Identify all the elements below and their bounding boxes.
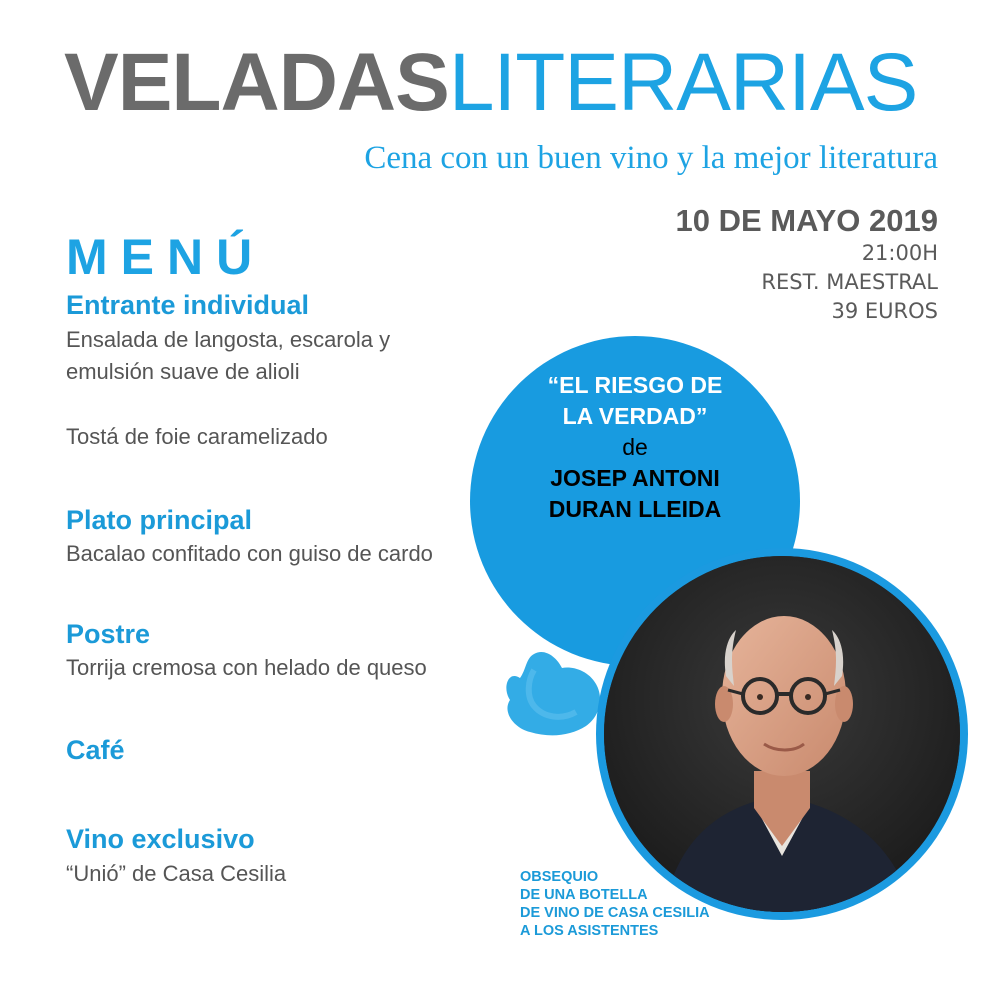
event-time: 21:00H bbox=[861, 241, 938, 265]
book-title-line-1: “EL RIESGO DE bbox=[547, 372, 723, 398]
gift-note bbox=[520, 868, 710, 940]
gift-line-4: A LOS ASISTENTES bbox=[520, 923, 659, 939]
gift-line-1: OBSEQUIO bbox=[520, 869, 599, 885]
dessert-dish: Torrija cremosa con helado de queso bbox=[66, 655, 427, 680]
coffee-title: Café bbox=[66, 735, 125, 765]
gift-line-2: DE UNA BOTELLA bbox=[520, 887, 648, 903]
dessert-title: Postre bbox=[66, 619, 151, 649]
event-venue: REST. MAESTRAL bbox=[761, 270, 938, 294]
book-info bbox=[470, 370, 800, 525]
gift-line-3: DE VINO DE CASA CESILIA bbox=[520, 905, 710, 921]
event-info bbox=[675, 203, 938, 326]
author-photo-frame bbox=[596, 548, 968, 920]
wine-name: “Unió” de Casa Cesilia bbox=[66, 861, 287, 886]
wine-title: Vino exclusivo bbox=[66, 824, 255, 854]
book-title bbox=[470, 370, 800, 432]
starter-dish-1a: Ensalada de langosta, escarola y bbox=[66, 327, 391, 352]
title-literarias: LITERARIAS bbox=[448, 37, 918, 128]
book-by: de bbox=[622, 434, 648, 460]
event-price: 39 EUROS bbox=[831, 299, 938, 323]
poster-title bbox=[64, 37, 918, 128]
starter-title: Entrante individual bbox=[66, 290, 310, 320]
starter-dish-2: Tostá de foie caramelizado bbox=[66, 424, 328, 449]
main-course-dish: Bacalao confitado con guiso de cardo bbox=[66, 541, 433, 566]
book-author bbox=[470, 463, 800, 525]
main-course-title: Plato principal bbox=[66, 505, 253, 535]
title-veladas: VELADAS bbox=[64, 37, 449, 128]
starter-dish-1b: emulsión suave de alioli bbox=[66, 359, 300, 384]
menu-heading: MENÚ bbox=[66, 229, 266, 285]
event-date: 10 DE MAYO 2019 bbox=[675, 203, 938, 238]
book-author-line-2: DURAN LLEIDA bbox=[548, 496, 722, 522]
author-photo bbox=[604, 556, 960, 912]
book-author-line-1: JOSEP ANTONI bbox=[550, 465, 720, 491]
poster-subtitle: Cena con un buen vino y la mejor literatura bbox=[364, 140, 938, 176]
portrait-photo-icon bbox=[604, 556, 960, 912]
book-title-line-2: LA VERDAD” bbox=[562, 403, 708, 429]
